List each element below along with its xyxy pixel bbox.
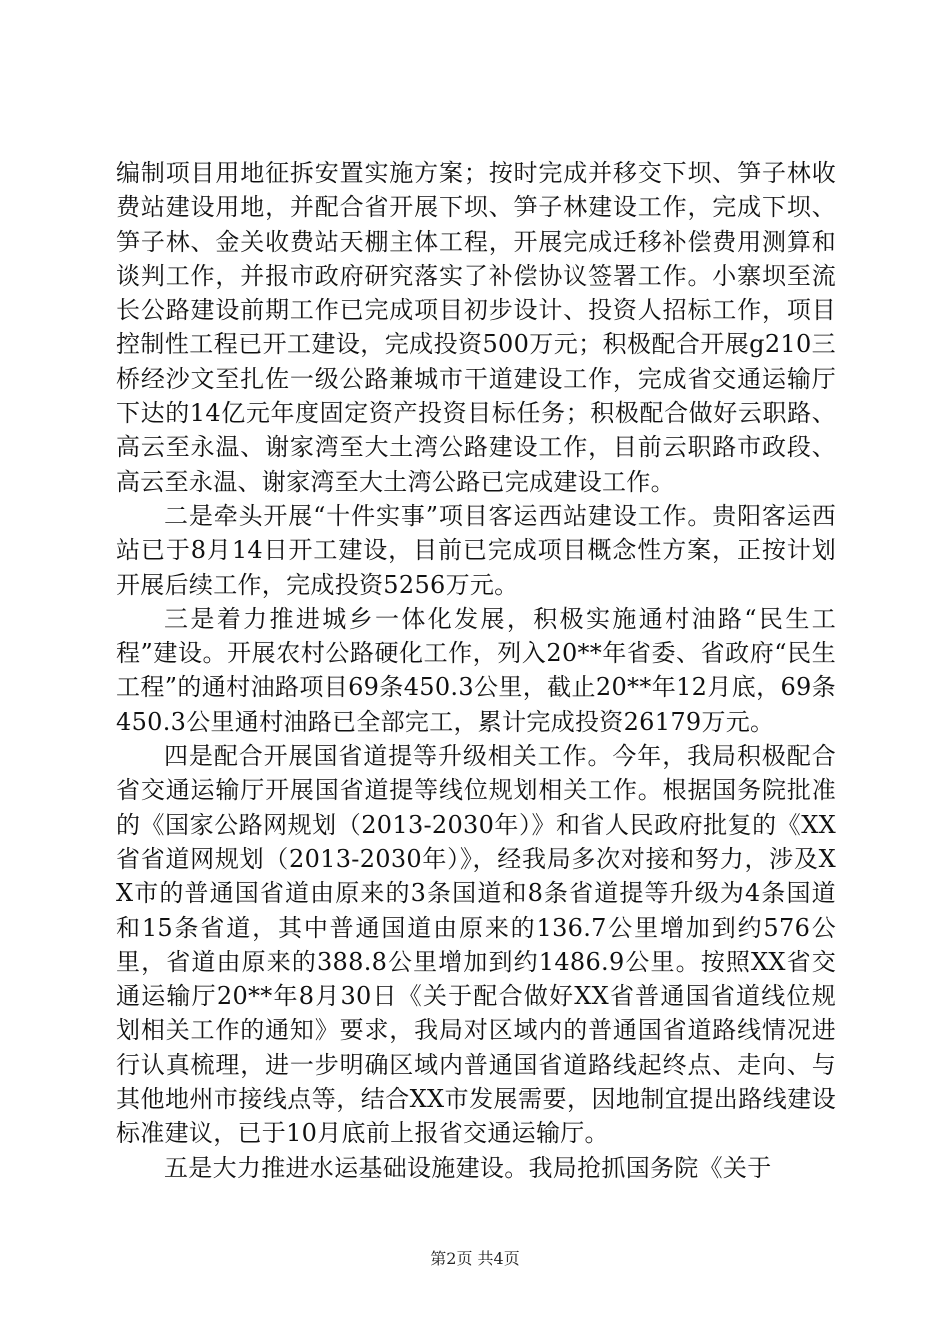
- page-footer: 第2页 共4页: [430, 1249, 520, 1268]
- paragraph-item-four: 四是配合开展国省道提等升级相关工作。今年，我局积极配合省交通运输厅开展国省道提等线位规划相关工作。根据国务院批准的《国家公路网规划（2013-2030年）》和省人民政府批复的《XX省省道网规划（2013-2030年）》，经我局多次对接和努力，涉及XX市的普通国省道由原来的3条国道和8条省道提等升级为4条国道和15条省道，其中普通国道由原来的136.7公里增加到约576公里，省道由原来的388.8公里增加到约1486.9公里。按照XX省交通运输厅20**年8月30日《关于配合做好XX省普通国省道线位规划相关工作的通知》要求，我局对区域内的普通国省道路线情况进行认真梳理，进一步明确区域内普通国省道路线起终点、走向、与其他地州市接线点等，结合XX市发展需要，因地制宜提出路线建设标准建议，已于10月底前上报省交通运输厅。: [116, 742, 836, 1148]
- paragraph-item-two: 二是牵头开展“十件实事”项目客运西站建设工作。贵阳客运西站已于8月14日开工建设，目前已完成项目概念性方案，正按计划开展后续工作，完成投资5256万元。: [116, 501, 836, 599]
- paragraph-item-three: 三是着力推进城乡一体化发展，积极实施通村油路“民生工程”建设。开展农村公路硬化工作，列入20**年省委、省政府“民生工程”的通村油路项目69条450.3公里，截止20**年12月底，69条450.3公里通村油路已全部完工，累计完成投资26179万元。: [116, 604, 836, 736]
- document-body: [116, 156, 836, 1185]
- paragraph-item-five: 五是大力推进水运基础设施建设。我局抢抓国务院《关于: [164, 1153, 772, 1182]
- paragraph-continuation: 编制项目用地征拆安置实施方案；按时完成并移交下坝、笋子林收费站建设用地，并配合省开展下坝、笋子林建设工作，完成下坝、笋子林、金关收费站天棚主体工程，开展完成迁移补偿费用测算和谈判工作，并报市政府研究落实了补偿协议签署工作。小寨坝至流长公路建设前期工作已完成项目初步设计、投资人招标工作，项目控制性工程已开工建设，完成投资500万元；积极配合开展g210三桥经沙文至扎佐一级公路兼城市干道建设工作，完成省交通运输厅下达的14亿元年度固定资产投资目标任务；积极配合做好云职路、高云至永温、谢家湾至大土湾公路建设工作，目前云职路市政段、高云至永温、谢家湾至大土湾公路已完成建设工作。: [116, 159, 836, 496]
